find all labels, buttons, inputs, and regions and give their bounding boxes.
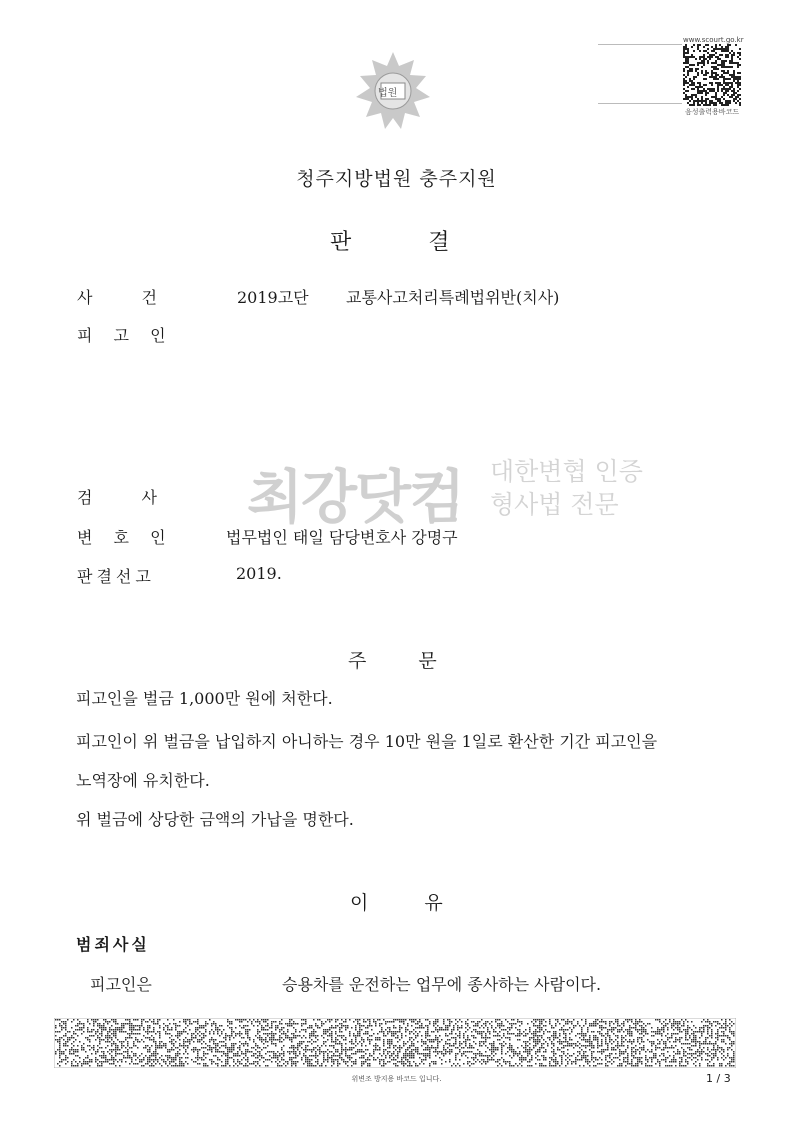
case-number: 2019고단 bbox=[237, 288, 309, 307]
verdict-date-value: 2019. bbox=[236, 564, 282, 583]
case-label: 사 건 bbox=[77, 288, 157, 307]
watermark-logo: 최강닷컴 bbox=[247, 463, 464, 531]
order-line-3: 노역장에 유치한다. bbox=[76, 771, 210, 790]
barcode-label: 음성출력용바코드 bbox=[685, 108, 740, 116]
crime-facts-heading: 범죄사실 bbox=[76, 935, 150, 954]
defendant-label: 피 고 인 bbox=[77, 326, 166, 345]
counsel-value: 법무법인 태일 담당변호사 강명구 bbox=[226, 528, 458, 547]
anti-forgery-barcode bbox=[54, 1018, 736, 1068]
case-name: 교통사고처리특례법위반(치사) bbox=[346, 288, 560, 307]
page-number: 1 / 3 bbox=[706, 1072, 731, 1085]
barcode-footnote: 위변조 방지용 바코드 입니다. bbox=[351, 1075, 442, 1083]
2d-barcode-icon bbox=[683, 44, 741, 106]
order-line-2: 피고인이 위 벌금을 납입하지 아니하는 경우 10만 원을 1일로 환산한 기간 피고인을 bbox=[76, 732, 658, 751]
emblem-text: 법원 bbox=[378, 88, 398, 99]
verdict-date-label: 판결선고 bbox=[77, 567, 155, 586]
watermark-line1: 대한변협 인증 bbox=[490, 457, 643, 486]
facts-line-end: 승용차를 운전하는 업무에 종사하는 사람이다. bbox=[282, 975, 602, 994]
order-heading: 주 문 bbox=[348, 650, 437, 672]
order-line-1: 피고인을 벌금 1,000만 원에 처한다. bbox=[76, 689, 333, 708]
prosecutor-label: 검 사 bbox=[77, 488, 157, 507]
counsel-label: 변 호 인 bbox=[77, 528, 166, 547]
barcode-strip bbox=[598, 44, 682, 104]
scourt-url: www.scourt.go.kr bbox=[683, 36, 744, 44]
reasons-heading: 이 유 bbox=[350, 892, 443, 914]
court-name: 청주지방법원 충주지원 bbox=[296, 168, 497, 190]
watermark-tagline bbox=[490, 455, 643, 521]
order-line-4: 위 벌금에 상당한 금액의 가납을 명한다. bbox=[76, 810, 354, 829]
facts-line-start: 피고인은 bbox=[90, 975, 152, 994]
document-title: 판 결 bbox=[330, 230, 450, 255]
watermark-line2: 형사법 전문 bbox=[490, 490, 619, 519]
